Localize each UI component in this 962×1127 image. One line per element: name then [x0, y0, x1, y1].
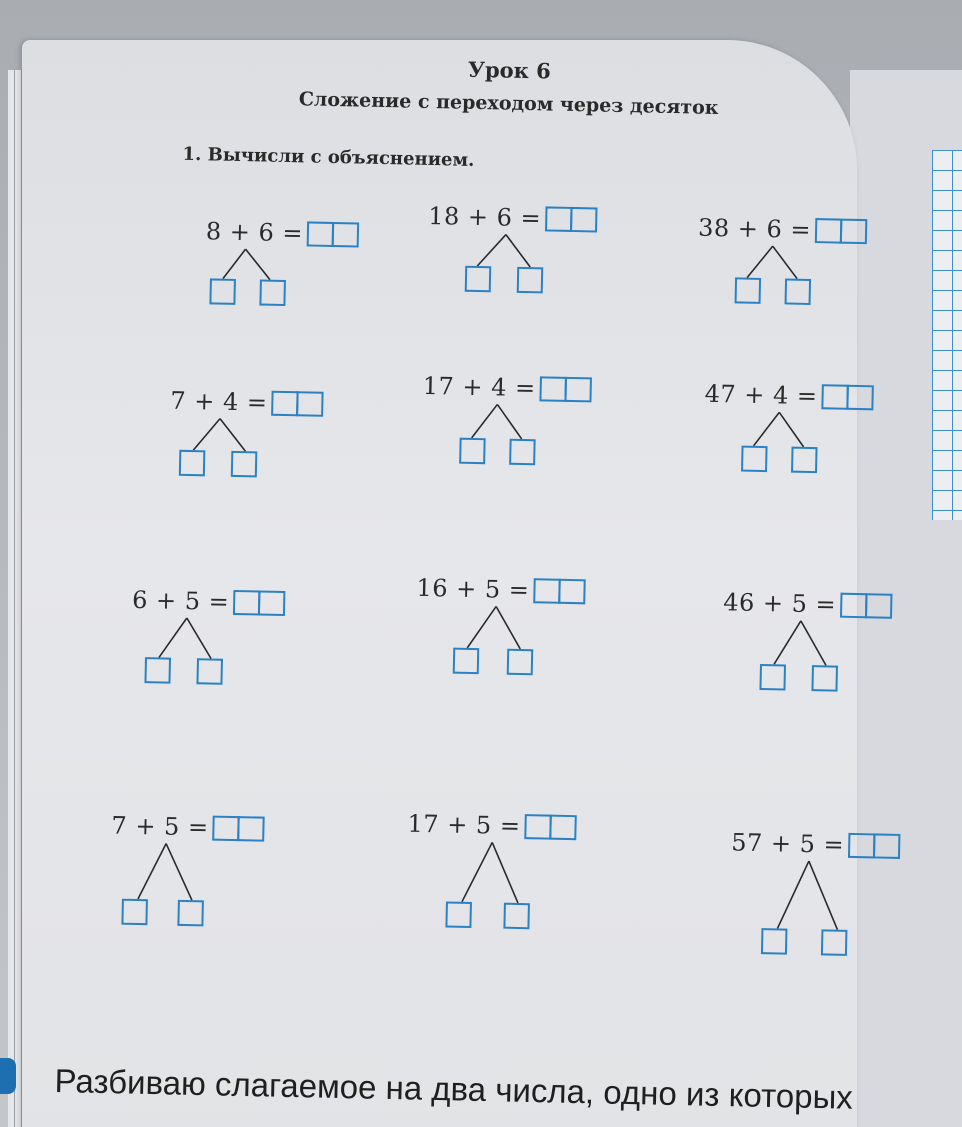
answer-box-tens[interactable] [815, 218, 843, 244]
lesson-topic: Сложение с переходом через десяток [298, 88, 719, 120]
part-box-right[interactable] [196, 658, 223, 685]
part-box-left[interactable] [735, 277, 762, 304]
part-box-right[interactable] [507, 649, 534, 676]
answer-box-ones[interactable] [549, 814, 577, 840]
part-box-right[interactable] [509, 439, 536, 466]
answer-box-ones[interactable] [258, 590, 286, 616]
part-box-left[interactable] [179, 450, 206, 477]
expression: 38 + 6 = [697, 213, 812, 244]
problem-card [421, 371, 643, 496]
answer-box-tens[interactable] [533, 578, 561, 604]
part-box-left[interactable] [121, 899, 148, 926]
expression: 17 + 4 = [422, 371, 536, 403]
problem-card [405, 809, 627, 934]
part-box-right[interactable] [517, 267, 544, 294]
part-box-left[interactable] [445, 901, 472, 928]
part-box-left[interactable] [209, 278, 236, 305]
expression: 7 + 4 = [170, 386, 268, 417]
expression: 57 + 5 = [730, 828, 845, 859]
problem-card [729, 827, 951, 952]
expression: 16 + 5 = [416, 573, 530, 605]
expression: 7 + 5 = [111, 811, 209, 842]
problem-card [168, 386, 390, 511]
answer-box-tens[interactable] [840, 592, 868, 618]
expression: 18 + 6 = [428, 201, 542, 233]
lesson-title: Урок 6 [467, 56, 552, 84]
decomposition-lines [415, 573, 537, 655]
footer-rule-text: Разбиваю слагаемое на два числа, одно из которых [54, 1062, 854, 1116]
part-box-left[interactable] [459, 438, 486, 465]
answer-box-ones[interactable] [840, 218, 868, 244]
part-box-right[interactable] [821, 929, 848, 956]
answer-box-ones[interactable] [564, 376, 592, 402]
part-box-right[interactable] [503, 903, 530, 930]
part-box-right[interactable] [785, 278, 812, 305]
problem-card [414, 573, 636, 698]
answer-box-ones[interactable] [570, 206, 598, 232]
answer-box-ones[interactable] [558, 578, 586, 604]
decomposition-lines [729, 827, 861, 940]
expression: 6 + 5 = [131, 585, 230, 616]
expression: 8 + 6 = [205, 217, 304, 248]
task-instruction: 1. Вычисли с объяснением. [182, 143, 475, 171]
answer-box-tens[interactable] [821, 384, 849, 410]
problem-card [702, 379, 924, 504]
part-box-left[interactable] [144, 657, 171, 684]
answer-box-ones[interactable] [846, 384, 874, 410]
part-box-right[interactable] [259, 279, 286, 306]
answer-box-ones[interactable] [237, 816, 265, 842]
part-box-left[interactable] [761, 928, 788, 955]
answer-box-ones[interactable] [865, 593, 893, 619]
decomposition-lines [110, 810, 232, 912]
part-box-right[interactable] [791, 447, 818, 474]
problem-card [721, 587, 943, 712]
answer-box-tens[interactable] [545, 206, 573, 232]
decomposition-lines [131, 585, 253, 667]
problem-card [130, 585, 352, 710]
page-tab-marker [0, 1058, 16, 1094]
decomposition-lines [406, 809, 538, 912]
problem-card [696, 213, 918, 338]
expression: 47 + 4 = [704, 379, 818, 411]
part-box-left[interactable] [453, 648, 480, 675]
answer-box-ones[interactable] [873, 833, 901, 859]
part-box-right[interactable] [811, 665, 838, 692]
part-box-left[interactable] [759, 664, 786, 691]
part-box-right[interactable] [231, 451, 258, 478]
expression: 46 + 5 = [722, 588, 837, 619]
problem-card [109, 810, 331, 935]
problem-card [204, 216, 426, 341]
problem-card [426, 201, 648, 326]
part-box-left[interactable] [741, 446, 768, 473]
answer-box-ones[interactable] [332, 221, 360, 247]
answer-box-ones[interactable] [296, 391, 324, 417]
part-box-left[interactable] [465, 266, 492, 293]
expression: 17 + 5 = [407, 809, 521, 841]
answer-box-tens[interactable] [539, 376, 567, 402]
part-box-right[interactable] [177, 900, 204, 927]
decomposition-lines [722, 587, 844, 669]
